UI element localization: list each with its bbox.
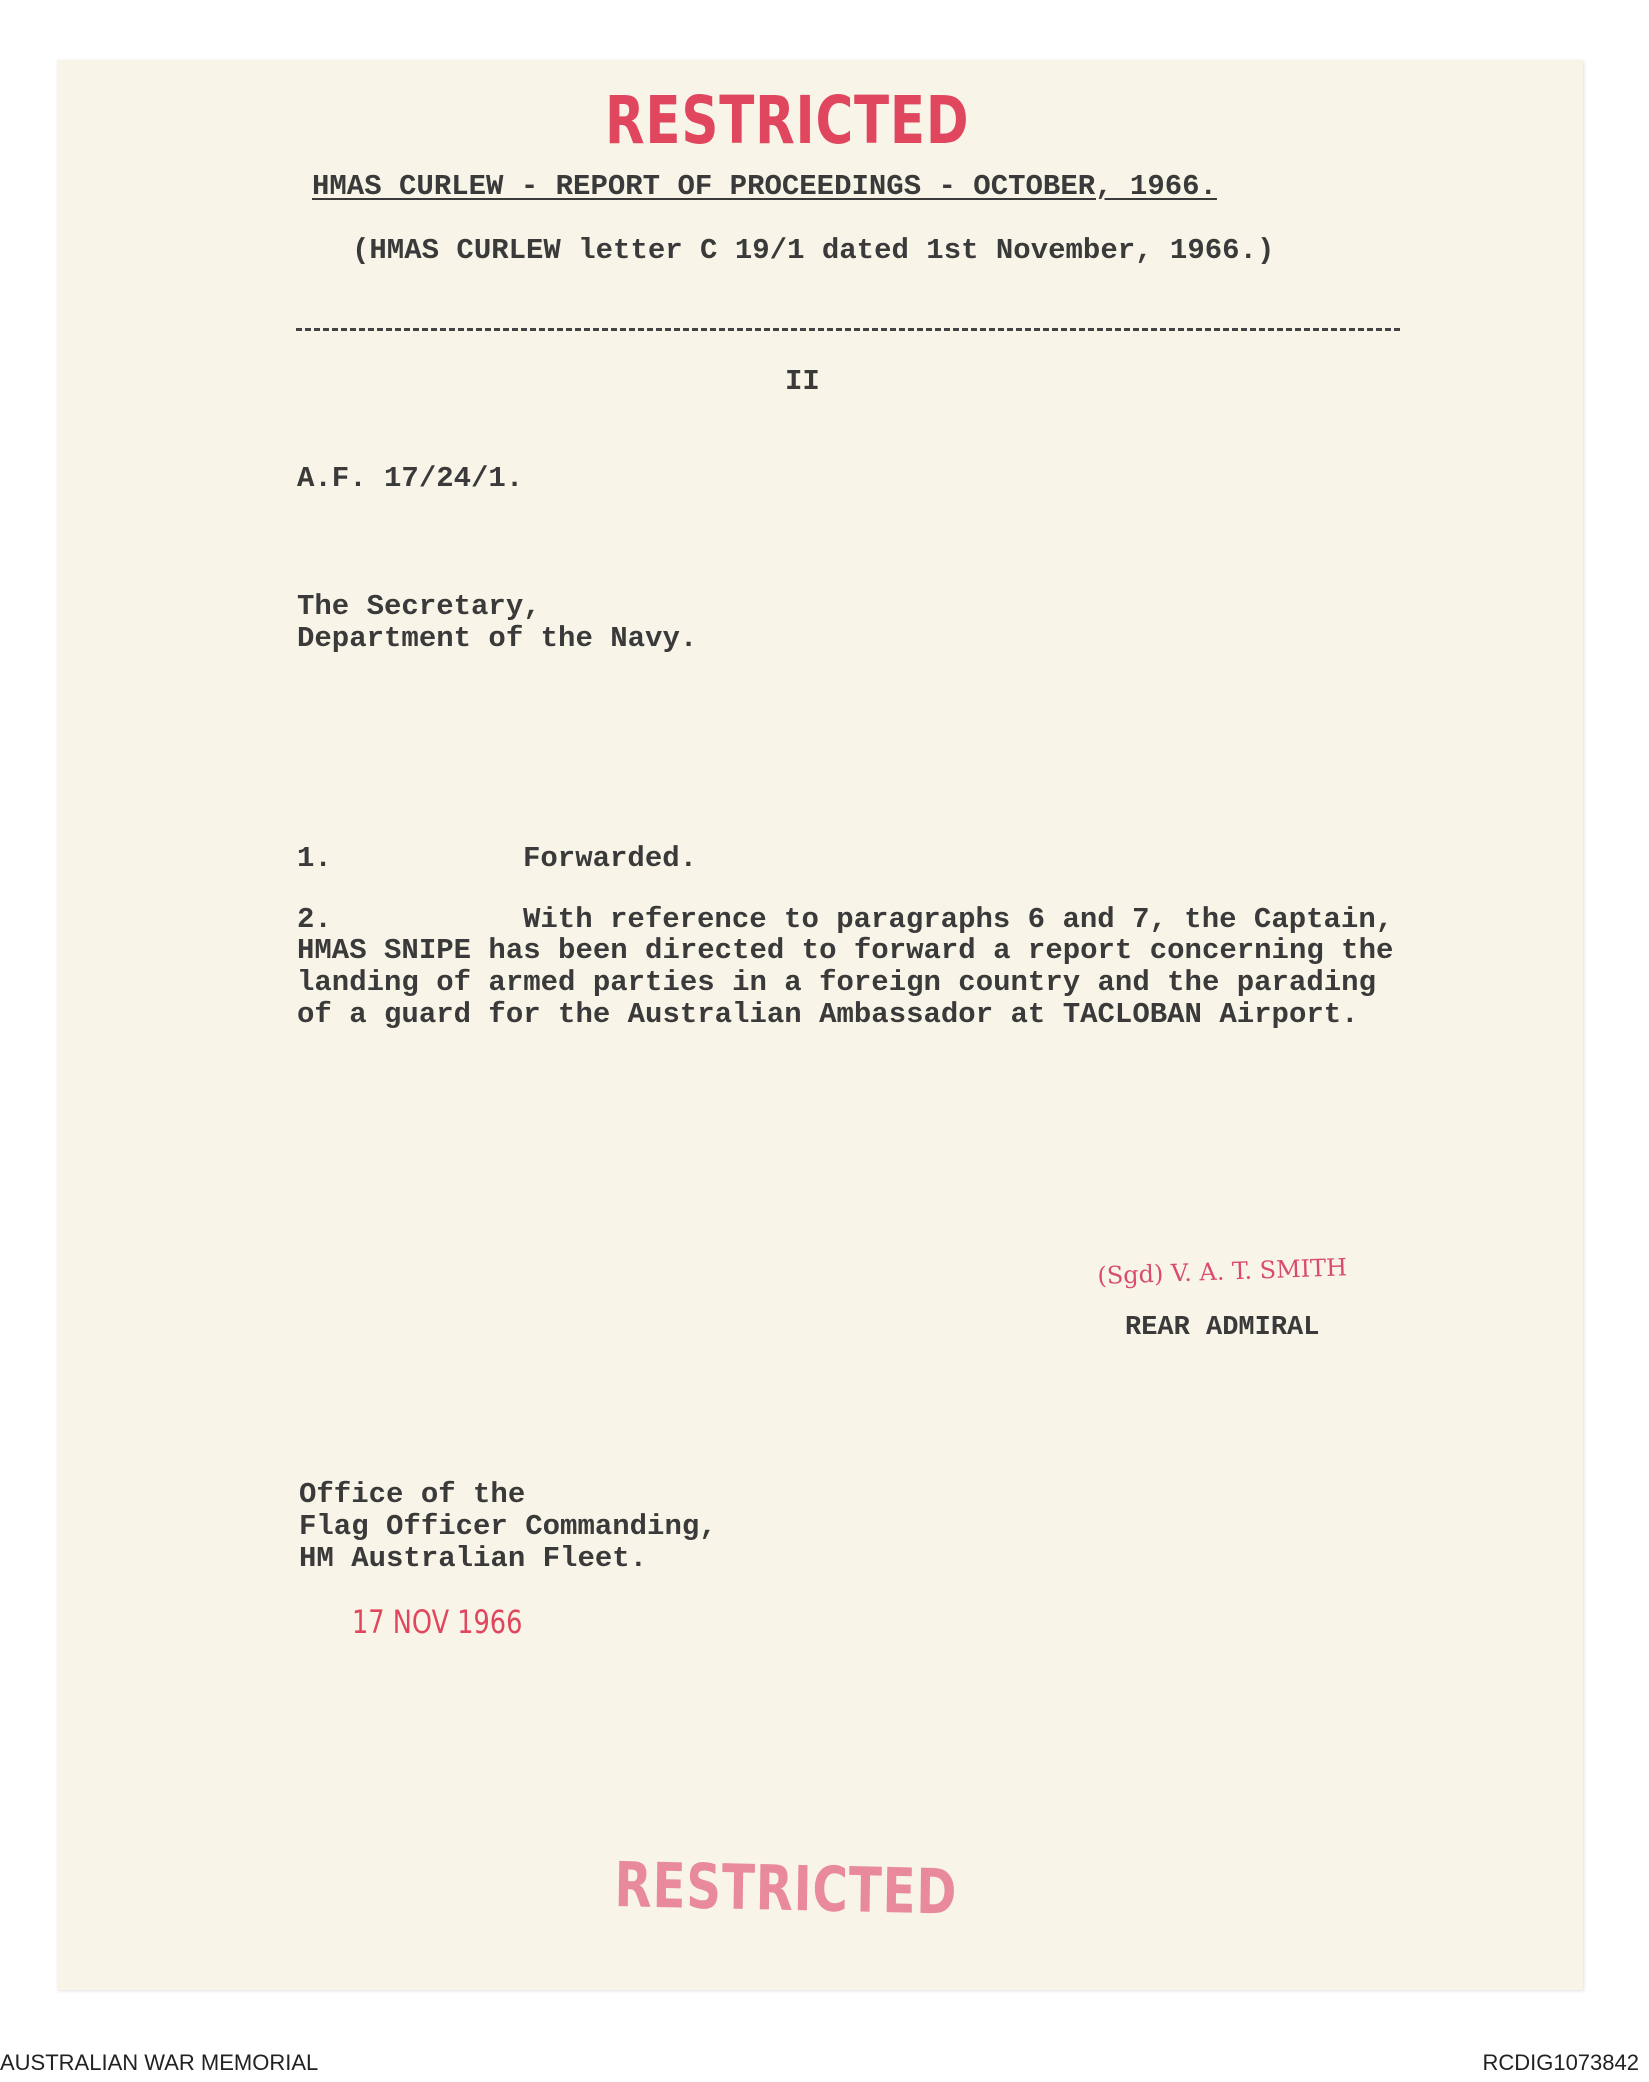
office-line: Office of the <box>299 1478 526 1511</box>
paragraph-text: of a guard for the Australian Ambassador at TACLOBAN Airport. <box>297 998 1359 1031</box>
file-reference: A.F. 17/24/1. <box>297 462 524 495</box>
restricted-stamp-bottom: RESTRICTED <box>614 1848 958 1929</box>
addressee-line: The Secretary, <box>297 590 541 623</box>
paragraph-number: 1. <box>297 842 332 875</box>
office-line: Flag Officer Commanding, <box>299 1510 717 1543</box>
paragraph-text: Forwarded. <box>523 842 698 875</box>
office-line: HM Australian Fleet. <box>299 1542 648 1575</box>
restricted-stamp-top: RESTRICTED <box>605 82 970 159</box>
document-subtitle: (HMAS CURLEW letter C 19/1 dated 1st November, 1966.) <box>352 234 1275 267</box>
footer-id: RCDIG1073842 <box>1482 2050 1639 2075</box>
footer-source: AUSTRALIAN WAR MEMORIAL <box>0 2050 319 2075</box>
paragraph-text: HMAS SNIPE has been directed to forward a report concerning the <box>297 934 1394 967</box>
document-title: HMAS CURLEW - REPORT OF PROCEEDINGS - OCTOBER, 1966. <box>312 170 1217 203</box>
date-stamp: 17 NOV 1966 <box>352 1603 523 1641</box>
section-number: II <box>785 365 820 398</box>
dashed-divider <box>296 328 1400 331</box>
addressee-line: Department of the Navy. <box>297 622 698 655</box>
paragraph-number: 2. <box>297 903 332 936</box>
signatory-rank: REAR ADMIRAL <box>1125 1313 1320 1343</box>
signature-stamp: (Sgd) V. A. T. SMITH <box>1097 1253 1348 1290</box>
paragraph-text: With reference to paragraphs 6 and 7, the Captain, <box>523 903 1394 936</box>
paragraph-text: landing of armed parties in a foreign country and the parading <box>297 966 1376 999</box>
